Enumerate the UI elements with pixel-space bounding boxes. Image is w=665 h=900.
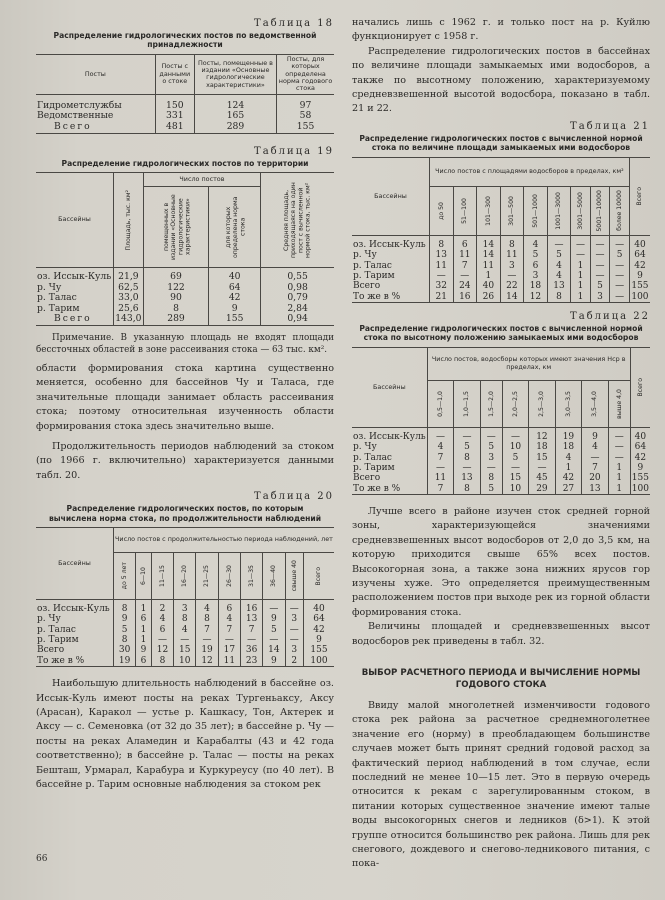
table-19-number: Таблица 19 (254, 145, 334, 157)
table-22-title: Распределение гидрологических постов с вычисленной нормой стока по высотному положению замыкаемых ими водосборов (359, 323, 643, 343)
t20-header-group: Число постов с продолжительностью периода наблюдений, лет (113, 528, 334, 553)
t19-header-norm-determined: для которых определена норма стока (224, 196, 246, 258)
table-row: оз. Иссык-Куль 8 6 14 8 4 — — — — 40 (352, 240, 650, 250)
table-row: Всего 30 9 12 15 19 17 36 14 3 155 (36, 645, 334, 655)
table-18-title: Распределение гидрологических постов по ведомственной принадлежности (53, 31, 317, 50)
table-row: Гидрометслужбы 150 124 97 (36, 101, 334, 112)
table-row: оз. Иссык-Куль 21,9 69 40 0,55 (36, 272, 334, 283)
paragraph-3: Наибольшую длительность наблюдений в бассейне оз. Иссык-Куль имеют посты на реках Тургеньаксу, Аксу (Арасан), Каракол — устье р. Кашкасу, Тон, Актерек и Аксу — с. Семеновка (от 32 до 35 лет); в бассейне р. Чу — посты на реках Аламедин и Карабалты (43 и 42 года соответственно); в бассейне р. Талас — посты на реках Бешташ, Урмарал, Карабура и Куркуреусу (по 40 лет). В бассейне р. Тарим основные наблюдения за стоком рек (36, 678, 334, 790)
t19-note: Примечание. В указанную площадь не входят площади бессточных областей в зоне рассеивания стока — 63 тыс. км². (36, 332, 334, 355)
t18-header-0: Посты (84, 69, 106, 78)
t20-header-basin: Бассейны (36, 528, 113, 600)
t22-header-group: Число постов, водосборы которых имеют значения Hср в пределах, км (427, 347, 630, 380)
paragraph-8: Ввиду малой многолетней изменчивости годового стока рек района за расчетное среднемноголетнее значение его (норму) в преобладающем большинстве случаев может быть принят средний годовой расход за фактический период наблюдений в том случае, если последний не менее 10—15 лет. Это в первую очередь относится к рекам с зарегулированным стоком, в питании которых существенное значение имеют талые воды высокогорных снегов и ледников (δ>1). К этой группе относится большинство рек района. Лишь для рек снегового, дождевого и снегово-ледникового питания, с пока- (352, 699, 650, 870)
t22-header-basin: Бассейны (352, 347, 427, 427)
table-row: Всего 11 13 8 15 45 42 20 1 155 (353, 473, 649, 484)
table-19-title: Распределение гидрологических постов по территории (61, 158, 309, 168)
paragraph-4: начались лишь с 1962 г. и только пост на р. Куйлю функционирует с 1958 г. (352, 17, 650, 43)
t18-header-2: Посты, помещенные в издании «Основные гидрологические характеристики» (194, 54, 276, 94)
table-row: р. Талас 33,0 90 42 0,79 (36, 293, 334, 304)
paragraph-7: Величины площадей и средневзвешенных высот водосборов рек приведены в табл. 32. (352, 621, 650, 647)
table-21-number: Таблица 21 (570, 120, 650, 132)
table-row: Всего 481 289 155 (36, 122, 334, 133)
t19-header-posts: Число постов (143, 172, 260, 186)
table-row: Всего 143,0 289 155 0,94 (36, 314, 334, 325)
table-18 (36, 54, 334, 134)
table-20-number: Таблица 20 (254, 491, 334, 503)
t21-header-basin: Бассейны (352, 157, 429, 235)
table-row: Ведомственные 331 165 58 (36, 111, 334, 122)
table-row: р. Талас 11 7 11 3 6 4 1 — — 42 (352, 261, 650, 271)
table-row: р. Чу 62,5 122 64 0,98 (36, 283, 334, 294)
table-20: Бассейны Число постов с продолжительностью периода наблюдений, лет до 5 лет 6—10 11—15 16—20 21—25 26—30 31—35 36—40 свыше 40 Всего оз. Иссык-Куль 8 1 2 3 4 6 16 — — 40 р. Чу 9 6 4 8 8 4 13 9 3 64 р. Талас 5 1 6 4 7 7 7 5 — 42 р. Тарим 8 1 — — — — — — — 9 Всего 30 9 12 15 19 17 36 14 3 155 То же в % 19 6 8 10 12 11 23 9 2 100 (36, 527, 334, 667)
table-row: То же в % 21 16 26 14 12 8 1 3 — 100 (353, 291, 649, 302)
t18-header-1: Посты с данными о стоке (155, 54, 194, 94)
table-row: р. Чу 9 6 4 8 8 4 13 9 3 64 (36, 614, 334, 624)
left-column (36, 16, 334, 792)
table-row: Всего 32 24 40 22 18 13 1 5 — 155 (353, 281, 649, 292)
table-row: оз. Иссык-Куль 8 1 2 3 4 6 16 — — 40 (36, 604, 334, 614)
t21-header-group: Число постов с площадями водосборов в пределах, км² (429, 157, 629, 186)
table-row: р. Тарим — — 1 — 3 4 1 — — 9 (352, 271, 650, 281)
table-row: р. Тарим 8 1 — — — — — — — 9 (36, 635, 334, 645)
table-20-title: Распределение гидрологических постов, по которым вычислена норма стока, по продолжительности наблюдений (48, 504, 322, 523)
paragraph-1: области формирования стока картина существенно меняется, особенно для бассейнов Чу и Таласа, где значительные площади занимает область рассеивания стока; поэтому относительная изученность области формирования стока здесь значительно выше. (36, 362, 334, 432)
page-number: 66 (36, 854, 48, 864)
table-row: То же в % 7 8 5 10 29 27 13 1 100 (353, 483, 649, 494)
paragraph-5: Распределение гидрологических постов в бассейнах по величине площади замыкаемых ими водосборов, а также по высотному положению, характеризуемому средневзвешенной высотой водосбора, показано в табл. 21 и 22. (352, 45, 650, 115)
table-21-title: Распределение гидрологических постов с вычисленной нормой стока по величине площади замыкаемых ими водосборов (359, 133, 643, 153)
table-row: р. Чу 13 11 14 11 5 5 — — 5 64 (352, 250, 650, 260)
table-22: Бассейны Число постов, водосборы которых имеют значения Hср в пределах, км Всего 0,5—1,0 1,0—1,5 1,5—2,0 2,0—2,5 2,5—3,0 3,0—3,5 3,5—4,0 выше 4,0 оз. Иссык-Куль — — — — 12 19 9 — 40 р. Чу 4 5 5 10 18 18 4 — 64 р. Талас 7 8 3 5 15 4 — — 42 р. Тарим — — — — — 1 7 1 9 Всего 11 13 8 15 45 42 20 1 155 То же в % 7 8 5 10 29 27 13 1 100 (352, 347, 650, 495)
table-18-number: Таблица 18 (254, 18, 334, 29)
table-row: оз. Иссык-Куль — — — — 12 19 9 — 40 (352, 432, 650, 442)
t19-header-basin: Бассейны (36, 172, 113, 267)
table-22-number: Таблица 22 (570, 310, 650, 322)
table-row: р. Талас 7 8 3 5 15 4 — — 42 (352, 453, 650, 463)
t19-header-area: Площадь, тыс. км² (124, 189, 132, 251)
table-row: р. Тарим 25,6 8 9 2,84 (36, 304, 334, 315)
table-row: То же в % 19 6 8 10 12 11 23 9 2 100 (36, 656, 334, 667)
table-row: р. Талас 5 1 6 4 7 7 7 5 — 42 (36, 625, 334, 635)
paragraph-2: Продолжительность периодов наблюдений за стоком (по 1966 г. включительно) характеризуется данными табл. 20. (36, 440, 334, 481)
t18-header-3: Посты, для которых определена норма годового стока (277, 54, 334, 94)
table-row: р. Чу 4 5 5 10 18 18 4 — 64 (352, 442, 650, 452)
section-heading: ВЫБОР РАСЧЕТНОГО ПЕРИОДА И ВЫЧИСЛЕНИЕ НОРМЫ ГОДОВОГО СТОКА (361, 667, 641, 690)
t19-header-in-reference: помещенных в издании «Основные гидрологические характеристики» (162, 194, 192, 260)
table-19 (36, 172, 334, 326)
table-row: р. Тарим — — — — — 1 7 1 9 (352, 463, 650, 473)
table-21: Бассейны Число постов с площадями водосборов в пределах, км² Всего до 50 51—100 101—300 301—500 501—1000 1001—3000 3001—5000 5001—10000 более 10000 оз. Иссык-Куль 8 6 14 8 4 — — — — 40 р. Чу 13 11 14 11 5 5 — — 5 64 р. Талас 11 7 11 3 6 4 1 — — 42 р. Тарим — — 1 — 3 4 1 — — 9 Всего 32 24 40 22 18 13 1 5 — 155 То же в % 21 16 26 14 12 8 1 3 — 100 (352, 157, 650, 303)
paragraph-6: Лучше всего в районе изучен сток средней горной зоны, характеризующейся значениями средневзвешенных высот водосборов от 2,0 до 3,5 км, на которую приходится свыше 65% всех постов. Высокогорная зона, а также зона нижних ярусов гор изучены хуже. Это определяется преимущественным расположением постов при выходе рек из горной области формирования стока. (352, 505, 650, 618)
right-column (352, 16, 650, 872)
t19-header-area-per-post: Средняя площадь, приходящаяся на один пост с вычисленной нормой стока, тыс. км² (282, 182, 311, 258)
